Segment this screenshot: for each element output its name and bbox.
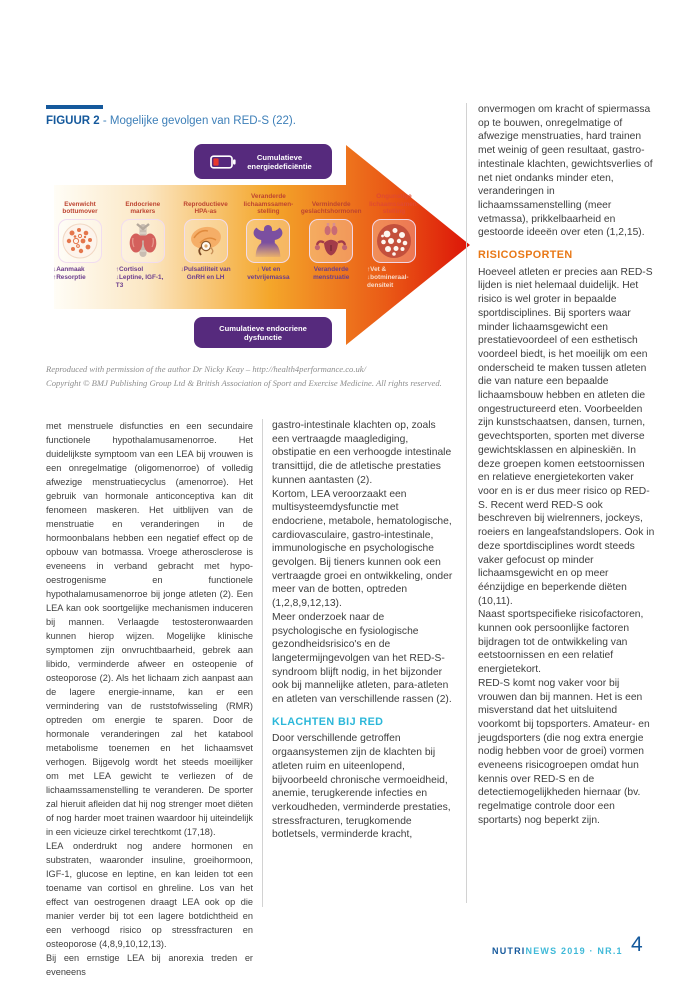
- stage-label: Evenwicht bottumover: [62, 200, 98, 216]
- stage-body-composition-change: [239, 192, 297, 289]
- footer-brand: [492, 946, 623, 956]
- low-battery-icon: [210, 155, 236, 169]
- figure-rule: [46, 105, 103, 109]
- stage-reproductive-hpa-axis: [177, 192, 235, 289]
- stage-sex-hormones: [302, 192, 360, 289]
- paragraph: Hoeveel atleten er precies aan RED-S lijden is niet helemaal duidelijk. Het risico is wel groter in bepaalde sportdisciplines. Bij sporters waar minder lichaamsgewicht een prestatievoordeel of een esthetisch voordeel biedt, is het moeilijk om een onderscheid te maken tussen atleten die van nature een bepaalde lichaamsbouw hebben en atleten die ongestructureerd eten. Voorbeelden zijn kunstschaatsen, dansen, turnen, gevechtsporten, sporten met diverse gewichtsklassen en alpineskiën. In deze groepen komen eetstoornissen en relatieve energietekorten vaker voor en is er dus meer risico op RED-S. Recent werd RED-S ook beschreven bij wielrenners, jockeys, roeiers en langeafstandslopers. Ook in deze sportdisciplines wordt steeds vaker gefocust op minder lichaamsgewicht en op meer éénzijdige en beperkende diëten (10,11).: [478, 266, 655, 607]
- bottom-badge-label: Cumulatieve endocriene dysfunctie: [219, 323, 307, 342]
- paragraph: Bij een ernstige LEA bij anorexia treden er eveneens: [46, 953, 253, 977]
- thyroid-icon: [123, 221, 163, 261]
- footer-brand-bold: NUTRI: [492, 946, 526, 956]
- stage-effect: Veranderde menstruatie: [313, 266, 350, 281]
- bone-turnover-icon: [60, 221, 100, 261]
- hypothalamus-icon: [186, 221, 226, 261]
- figure-caption: [46, 363, 470, 390]
- paragraph: onvermogen om kracht of spiermassa op te bouwen, onregelmatige of afwezige menstruaties, hard trainen met weinig of geen resultaat, gastro-intestinale klachten, gewichtsverlies of net niet ondanks minder eten, veranderingen in lichaamssamenstelling (meer vetmassa), prikkelbaarheid en gestoorde ideeën over eten (1,2,15).: [478, 104, 653, 239]
- article-column-3: [478, 103, 656, 828]
- paragraph: RED-S komt nog vaker voor bij vrouwen dan bij mannen. Het is een misverstand dat het uitsluitend voorkomt bij topsporters. Amateur- en jeugdsporters (die nog extra energie nodig hebben voor de groei) vormen eveneens risicogroepen omdat hun kennis over RED-S en de detectiemogelijkheden hiernaar (bv. regelmatige controle door een sportarts) nog beperkt zijn.: [478, 677, 650, 826]
- cumulative-endocrine-dysfunction-badge: [194, 317, 332, 348]
- footer-brand-light: NEWS 2019 · NR.1: [525, 946, 623, 956]
- stages-row: [51, 192, 423, 289]
- reproductive-organs-icon: [311, 221, 351, 261]
- stage-unfavourable-body-composition: [365, 192, 423, 289]
- section-heading-risicosporten: RISICOSPORTEN: [478, 249, 573, 262]
- stage-label: Verminderde geslachtshormonen: [300, 200, 362, 216]
- figure-title-text: - Mogelijke gevolgen van RED-S (22).: [99, 115, 296, 127]
- stage-effect: ↓ Vet en vetvrijemassa: [247, 266, 290, 281]
- porous-bone-icon: [374, 221, 414, 261]
- paragraph: Door verschillende getroffen orgaansystemen zijn de klachten bij atleten ruim en uiteenlopend, bijvoorbeeld chronische vermoeidheid, anemie, terugkerende infecties en verkoudheden, verminderde prestaties, stressfracturen, terugkomende botletsels, verminderde kracht,: [272, 733, 451, 841]
- figure-label: FIGUUR 2: [46, 115, 100, 127]
- paragraph: Kortom, LEA veroorzaakt een multisysteemdysfunctie met endocriene, metabole, hematologische, cardiovasculaire, gastro-intestinale, immunologische en psychologische gevolgen. Bij tieners kunnen ook een vertraagde groei en ontwikkeling, onder meer van de botten, optreden (1,2,8,9,12,13).: [272, 488, 453, 610]
- figure-block: [46, 105, 470, 390]
- stage-effect: ↑Cortisol ↓Leptine, IGF-1, T3: [115, 266, 164, 289]
- red-s-consequences-diagram: [46, 137, 470, 355]
- paragraph: Meer onderzoek naar de psychologische en fysiologische gezondheidsrisico's en de langetermijngevolgen van het RED-S-syndroom blijft nodig, in het bijzonder ook bij mannelijke atleten, para-atleten en atleten van verschillende rassen (2).: [272, 611, 452, 706]
- stage-effect: ↓Pulsatiliteit van GnRH en LH: [180, 266, 231, 281]
- paragraph: gastro-intestinale klachten op, zoals een vertraagde maaglediging, obstipatie en een verhoogde intestinale transittijd, die de atletische prestaties kunnen aantasten (2).: [272, 420, 452, 486]
- column-divider: [262, 419, 263, 907]
- caption-line-1: Reproduced with permission of the author Dr Nicky Keay – http://health4performance.co.uk/: [46, 364, 366, 374]
- cumulative-energy-deficiency-badge: [194, 144, 332, 179]
- article-column-2: [272, 419, 455, 842]
- stage-label: Endocriene markers: [125, 200, 161, 216]
- paragraph: LEA onderdrukt nog andere hormonen en substraten, waaronder insuline, groeihormoon, IGF-1, glucose en leptine, en kan leiden tot een toename van cortisol en ghreline. Los van het effect van oestrogenen draagt LEA ook op die manier verder bij tot een lagere botdichtheid en een verhoogd risico op stressfracturen en osteoporose (4,8,9,10,12,13).: [46, 841, 253, 949]
- paragraph: Naast sportspecifieke risicofactoren, kunnen ook persoonlijke factoren bijdragen tot de ontwikkeling van eetstoornissen en een relatief energietekort.: [478, 609, 644, 676]
- stage-label: Reproductieve HPA-as: [183, 200, 228, 216]
- column-divider: [466, 103, 467, 903]
- section-heading-klachten-bij-red: KLACHTEN BIJ RED: [272, 715, 384, 728]
- figure-title: [46, 114, 470, 128]
- top-badge-label: Cumulatieve energiedeficiëntie: [247, 152, 312, 171]
- stage-label: Veranderde lichaamssamen-stelling: [243, 193, 294, 216]
- paragraph: met menstruele disfuncties en een secundaire functionele hypothalamusamenorroe. Het duidelijkste symptoom van een LEA bij vrouwen is een onregelmatige (oligomenorroe) of volledig afwezige menstruatiecyclus (amenorroe). Het gebruik van hormonale anticonceptiva kan dit fenomeen maskeren. Het uitblijven van de menstruatie en veranderingen in de hormoonbalans hebben een negatief effect op de opbouw van botmassa. Vroege atherosclerose is eveneens in verband gebracht met hypo-oestrogenisme en functionele hypothalamusamenorroe bij jonge atleten (2). Een LEA kan ook soortgelijke mechanismen induceren bij mannen. Verlaagde testosteronwaarden kunnen hierop wijzen. Mogelijke klinische symptomen zijn onvruchtbaarheid, gebrek aan libido, verminderde afweer en osteopenie of osteoporose (2). Als het lichaam zich aanpast aan de lagere energie-inname, kan er een vermindering van de ruststofwisseling (RMR) optreden om energie te sparen. Door de hormonale veranderingen zal het katabool metabolisme toenemen en het lichaamsvet verhogen. Bijgevolg wordt het steeds moeilijker om met LEA gewicht te verliezen of de lichaamssamenstelling te veranderen. De sporter zal hieruit afleiden dat hij nog strenger moet diëten of nog harder moet trainen waardoor hij uiteindelijk in een vicieuze cirkel terechtkomt (17,18).: [46, 421, 253, 837]
- stage-effect: ↑Vet & ↓botmineraal-densiteit: [366, 266, 409, 289]
- page-number: 4: [631, 933, 643, 956]
- muscle-icon: [248, 221, 288, 261]
- caption-line-2: Copyright © BMJ Publishing Group Ltd & British Association of Sport and Exercise Medicine. All rights reserved.: [46, 377, 442, 388]
- stage-endocrine-markers: [114, 192, 172, 289]
- stage-label: Ongunstige lichaamssamen-stelling: [369, 193, 419, 216]
- stage-bone-turnover: [51, 192, 109, 289]
- article-column-1: [46, 419, 253, 979]
- stage-effect: ↓Aanmaak ↑Resorptie: [53, 266, 86, 281]
